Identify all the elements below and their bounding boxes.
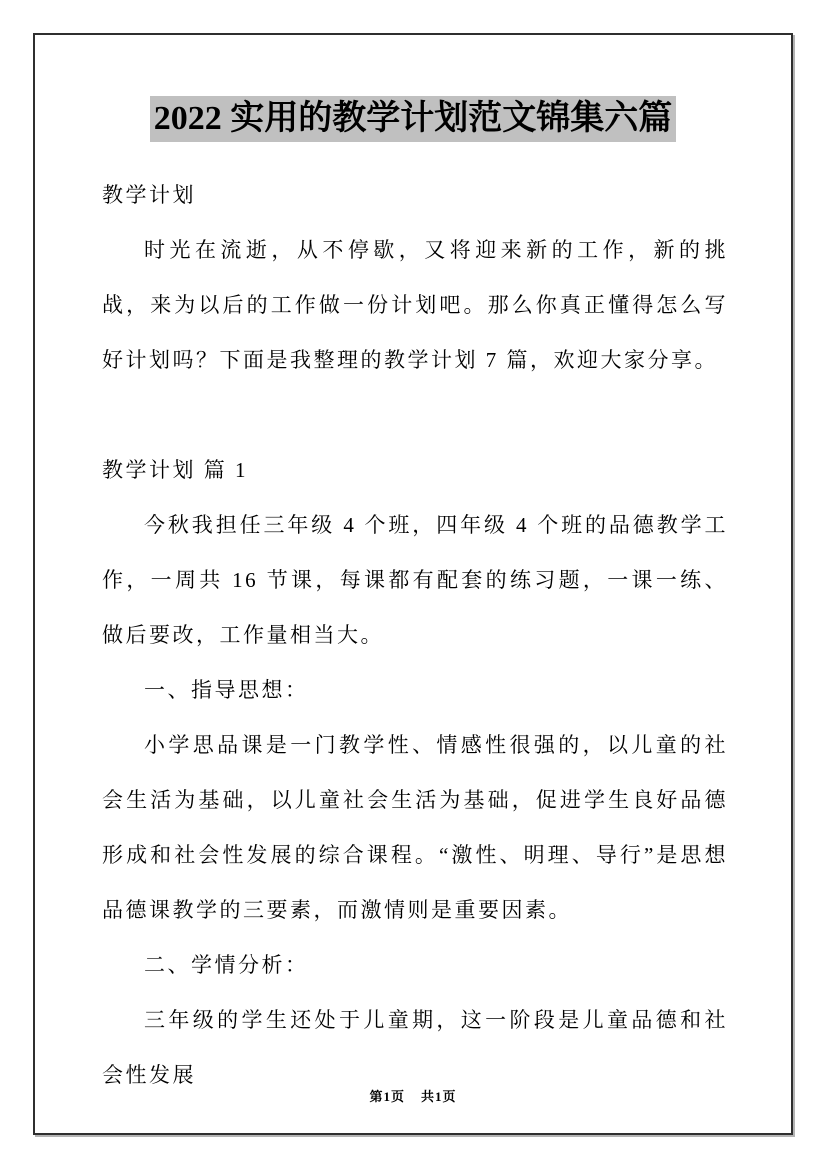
page-footer bbox=[35, 1086, 791, 1105]
footer-total-pages: 共1页 bbox=[421, 1089, 457, 1104]
document-page bbox=[33, 33, 793, 1135]
footer-current-page: 第1页 bbox=[369, 1089, 405, 1104]
paragraph: 时光在流逝，从不停歇，又将迎来新的工作，新的挑战，来为以后的工作做一份计划吧。那么你真正懂得怎么写好计划吗？下面是我整理的教学计划 7 篇，欢迎大家分享。 bbox=[102, 238, 728, 372]
paragraph: 小学思品课是一门教学性、情感性很强的，以儿童的社会生活为基础，以儿童社会生活为基础，促进学生良好品德形成和社会性发展的综合课程。“激性、明理、导行”是思想品德课教学的三要素，而激情则是重要因素。 bbox=[102, 733, 728, 922]
blank-line bbox=[102, 388, 728, 443]
document-body bbox=[102, 168, 728, 1103]
paragraph: 三年级的学生还处于儿童期，这一阶段是儿童品德和社会性发展 bbox=[102, 1008, 728, 1087]
paragraph: 二、学情分析： bbox=[144, 953, 309, 977]
paragraph: 教学计划 篇 1 bbox=[102, 458, 248, 482]
paragraph: 今秋我担任三年级 4 个班，四年级 4 个班的品德教学工作，一周共 16 节课，每课都有配套的练习题，一课一练、做后要改，工作量相当大。 bbox=[102, 513, 728, 647]
document-title bbox=[35, 96, 791, 142]
title-highlight: 2022 实用的教学计划范文锦集六篇 bbox=[150, 96, 677, 142]
paragraph: 教学计划 bbox=[102, 183, 196, 207]
paragraph: 一、指导思想： bbox=[144, 678, 309, 702]
